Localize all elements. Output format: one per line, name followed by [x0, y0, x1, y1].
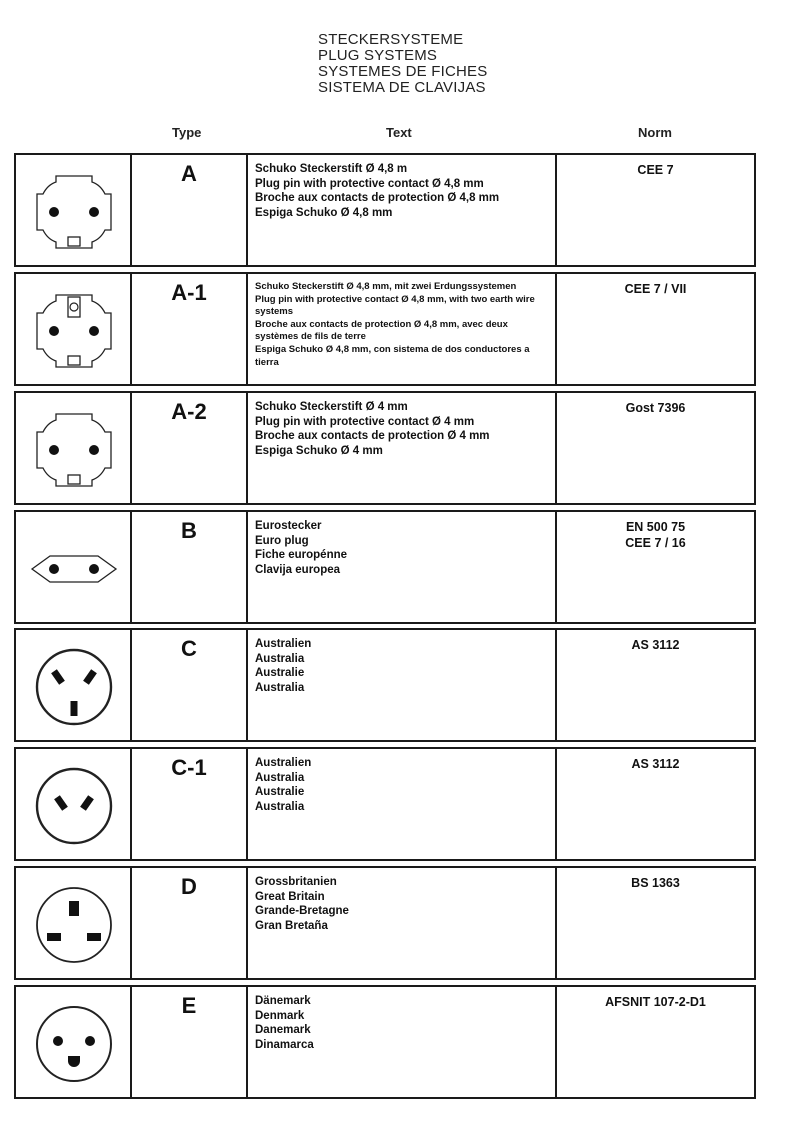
- description-line: Grossbritanien: [255, 876, 337, 888]
- description-line: Espiga Schuko Ø 4 mm: [255, 444, 383, 457]
- plug-image-cell: [14, 985, 130, 1099]
- title-line-es: SISTEMA DE CLAVIJAS: [318, 79, 486, 96]
- table-row: [14, 628, 756, 742]
- text-cell: [246, 153, 555, 267]
- page-title: [318, 32, 487, 96]
- danish-socket-icon: [24, 994, 124, 1094]
- description-line: Broche aux contacts de protection Ø 4 mm: [255, 430, 490, 442]
- type-cell: [130, 391, 246, 505]
- plug-type-label: B: [181, 518, 197, 543]
- type-cell: [130, 747, 246, 861]
- description-line: Espiga Schuko Ø 4,8 mm, con sistema de dos conductores a tierra: [255, 343, 530, 368]
- norm-cell: [555, 628, 756, 742]
- norm-value: AFSNIT 107-2-D1: [605, 995, 706, 1009]
- text-cell: [246, 866, 555, 980]
- title-line-fr: SYSTEMES DE FICHES: [318, 63, 488, 80]
- description-line: Plug pin with protective contact Ø 4 mm: [255, 415, 475, 428]
- text-cell: [246, 391, 555, 505]
- description-line: Schuko Steckerstift Ø 4,8 mm, mit zwei Erdungssystemen: [255, 281, 517, 292]
- norm-value: AS 3112: [631, 757, 680, 771]
- norm-cell: [555, 153, 756, 267]
- description-line: Broche aux contacts de protection Ø 4,8 mm, avec deux systèmes de fils de terre: [255, 318, 508, 343]
- norm-value: BS 1363: [631, 876, 680, 890]
- description-line: Australia: [255, 652, 305, 665]
- description-line: Eurostecker: [255, 520, 322, 532]
- table-row: [14, 510, 756, 624]
- description-line: Schuko Steckerstift Ø 4 mm: [255, 401, 408, 413]
- text-cell: [246, 510, 555, 624]
- description-line: Plug pin with protective contact Ø 4,8 mm, with two earth wire systems: [255, 293, 535, 318]
- column-header-type: Type: [172, 125, 202, 140]
- schuko-socket-icon: [24, 162, 124, 262]
- schuko-socket-icon: [24, 400, 124, 500]
- column-header-text: Text: [386, 125, 412, 140]
- description-line: Great Britain: [255, 890, 325, 903]
- description-line: Euro plug: [255, 534, 309, 547]
- description-line: Danemark: [255, 1024, 311, 1036]
- australian-socket-icon: [24, 756, 124, 856]
- description-line: Clavija europea: [255, 563, 341, 576]
- title-line-de: STECKERSYSTEME: [318, 31, 464, 48]
- plug-type-label: A: [181, 161, 197, 186]
- plug-image-cell: [14, 510, 130, 624]
- plug-image-cell: [14, 747, 130, 861]
- plug-type-label: A-2: [171, 399, 207, 424]
- plug-image-cell: [14, 391, 130, 505]
- description-line: Plug pin with protective contact Ø 4,8 mm: [255, 177, 484, 190]
- text-cell: [246, 628, 555, 742]
- plug-type-label: C-1: [171, 755, 207, 780]
- table-row: [14, 985, 756, 1099]
- table-row: [14, 153, 756, 267]
- type-cell: [130, 153, 246, 267]
- norm-value: CEE 7 / VII: [624, 282, 687, 296]
- plug-image-cell: [14, 628, 130, 742]
- description-line: Dinamarca: [255, 1038, 314, 1051]
- description-line: Denmark: [255, 1009, 305, 1022]
- description-line: Australia: [255, 771, 305, 784]
- type-cell: [130, 272, 246, 386]
- euro-plug-icon: [24, 519, 124, 619]
- plug-image-cell: [14, 272, 130, 386]
- title-line-en: PLUG SYSTEMS: [318, 47, 438, 64]
- plug-type-label: D: [181, 874, 197, 899]
- description-line: Espiga Schuko Ø 4,8 mm: [255, 206, 393, 219]
- text-cell: [246, 985, 555, 1099]
- plug-type-label: E: [181, 993, 197, 1018]
- description-line: Schuko Steckerstift Ø 4,8 m: [255, 163, 408, 175]
- description-line: Australie: [255, 667, 305, 679]
- norm-value: EN 500 75: [625, 520, 686, 534]
- description-line: Australie: [255, 786, 305, 798]
- australian-socket-earth-icon: [24, 637, 124, 737]
- schuko-double-earth-socket-icon: [24, 281, 124, 381]
- type-cell: [130, 985, 246, 1099]
- description-line: Australien: [255, 757, 312, 769]
- norm-cell: [555, 510, 756, 624]
- table-row: [14, 272, 756, 386]
- plug-image-cell: [14, 153, 130, 267]
- table-row: [14, 747, 756, 861]
- table-row: [14, 391, 756, 505]
- description-line: Gran Bretaña: [255, 919, 328, 932]
- plug-type-label: A-1: [171, 280, 207, 305]
- description-line: Australia: [255, 800, 305, 813]
- description-line: Broche aux contacts de protection Ø 4,8 mm: [255, 192, 500, 204]
- text-cell: [246, 272, 555, 386]
- description-line: Dänemark: [255, 995, 311, 1007]
- norm-value: Gost 7396: [625, 401, 686, 415]
- type-cell: [130, 628, 246, 742]
- type-cell: [130, 510, 246, 624]
- text-cell: [246, 747, 555, 861]
- description-line: Fiche europénne: [255, 549, 348, 561]
- plug-image-cell: [14, 866, 130, 980]
- norm-cell: [555, 866, 756, 980]
- column-header-norm: Norm: [638, 125, 672, 140]
- norm-value: AS 3112: [631, 638, 680, 652]
- plug-type-label: C: [181, 636, 197, 661]
- british-socket-icon: [24, 875, 124, 975]
- table-row: [14, 866, 756, 980]
- norm-value: CEE 7 / 16: [625, 536, 686, 550]
- norm-cell: [555, 391, 756, 505]
- description-line: Australia: [255, 681, 305, 694]
- norm-value: CEE 7: [637, 163, 674, 177]
- type-cell: [130, 866, 246, 980]
- description-line: Australien: [255, 638, 312, 650]
- norm-cell: [555, 272, 756, 386]
- norm-cell: [555, 985, 756, 1099]
- description-line: Grande-Bretagne: [255, 905, 349, 917]
- norm-cell: [555, 747, 756, 861]
